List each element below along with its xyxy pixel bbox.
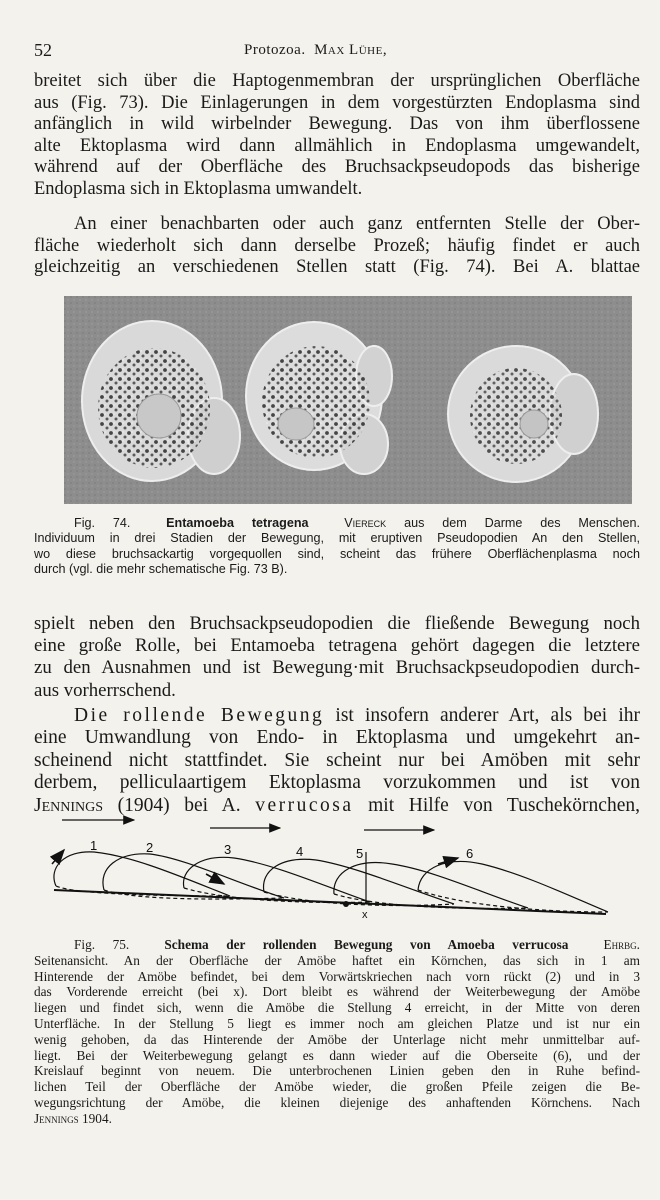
text-line: scheinend nicht stattfindet. Sie scheint nur bei Amöben mit sehr bbox=[34, 749, 640, 771]
caption-line bbox=[34, 937, 640, 953]
figure-title: Entamoeba tetragena bbox=[166, 516, 309, 530]
emphasis-text: verrucosa bbox=[255, 794, 354, 816]
caption-line: Seitenansicht. An der Oberfläche der Amöbe haftet ein Körnchen, das sich in 1 am bbox=[34, 952, 640, 968]
text-line: eine große Rolle, bei Entamoeba tetragena gehört dagegen die letztere bbox=[34, 635, 640, 657]
figure-74-photo bbox=[64, 296, 632, 504]
granule-marker bbox=[343, 901, 349, 907]
caption-line: liegen und findet sich, wenn die Amöbe die Stellung 4 erreicht, in der Mitte von deren bbox=[34, 1000, 640, 1016]
paragraph-2 bbox=[34, 214, 640, 279]
figure-75-diagram bbox=[34, 808, 640, 928]
caption-line: wo diese bruchsackartig vorgequollen sind, scheint das frühere Oberflächenplasma noch bbox=[34, 546, 640, 561]
amoeba-outlines bbox=[54, 852, 608, 912]
direction-arrows bbox=[62, 820, 434, 830]
caption-line: Individuum in drei Stadien der Bewegung, mit eruptiven Pseudopodien An den Stellen, bbox=[34, 531, 640, 546]
caption-line: wegungsrichtung der Amöbe, die kleinen diejenige des anhaftenden Körnchens. Nach bbox=[34, 1094, 640, 1110]
stage-label: 2 bbox=[146, 840, 154, 855]
running-head-author: Max Lühe, bbox=[314, 42, 388, 58]
text-line: breitet sich über die Haptogenmembran der ursprünglichen Oberfläche bbox=[34, 71, 640, 91]
text-line: An einer benachbarten oder auch ganz entfernten Stelle der Ober- bbox=[74, 214, 640, 234]
text-line: gleichzeitig an verschiedenen Stellen statt (Fig. 74). Bei A. blattae bbox=[34, 257, 640, 277]
page-number: 52 bbox=[34, 40, 52, 60]
point-label: x bbox=[362, 909, 368, 921]
body-text: mit Hilfe von Tuschekörnchen, bbox=[353, 794, 640, 816]
paragraph-3 bbox=[34, 613, 640, 702]
paragraph-4 bbox=[34, 705, 640, 817]
text-line: zu den Ausnahmen und ist Bewegung·mit Bruchsackpseudopodien durch- bbox=[34, 657, 640, 679]
granule-arrow bbox=[52, 850, 64, 864]
text-line: derbem, pelliculaartigem Ektoplasma vorzukommen und ist von bbox=[34, 772, 640, 794]
caption-line: Hinterende der Amöbe befindet, bei dem Vorwärtskriechen nach vorn rückt (2) und in 3 bbox=[34, 968, 640, 984]
running-head bbox=[244, 42, 387, 59]
caption-line: lichen Teil der Oberfläche der Amöbe wieder, die großen Pfeile zeigen die Be- bbox=[34, 1079, 640, 1095]
figure-label: Fig. 75. bbox=[74, 937, 130, 952]
caption-line: liegt. Bei der Weiterbewegung gelangt es dann wieder auf die Oberseite (6), und der bbox=[34, 1047, 640, 1063]
caption-line: das Vorderende erreicht (bei x). Dort bleibt es während der Weiterbewegung der Amöbe bbox=[34, 984, 640, 1000]
figure-label: Fig. 74. bbox=[74, 516, 131, 530]
caption-line: Kreislauf beginnt von neuem. Die unterbrochenen Linien geben den in Ruhe befind- bbox=[34, 1063, 640, 1079]
text-line: fläche wiederholt sich dann derselbe Prozeß; häufig findet er auch bbox=[34, 235, 640, 256]
amoeba-outline-2 bbox=[103, 854, 284, 898]
stage-label: 6 bbox=[466, 846, 474, 861]
text-line: aus vorherrschend. bbox=[34, 679, 176, 701]
text-line: eine Umwandlung von Endo- in Ektoplasma und umgekehrt an- bbox=[34, 727, 640, 749]
caption-line: Jennings 1904. bbox=[34, 1110, 112, 1126]
text-line: alte Ektoplasma wird dann allmählich in Endoplasma umgewandelt, bbox=[34, 135, 640, 156]
stage-label: 4 bbox=[296, 844, 304, 859]
figure-author: Ehrbg. bbox=[603, 937, 640, 952]
body-text: ist insofern anderer Art, als bei ihr bbox=[324, 705, 640, 726]
paragraph-1 bbox=[34, 71, 640, 200]
text-line: aus (Fig. 73). Die Einlagerungen in dem vorgestürzten Endoplasma sind bbox=[34, 92, 640, 113]
stage-label: 1 bbox=[90, 838, 98, 853]
text-line: anfänglich in wild wirbelnder Bewegung. Das von ihm überflossene bbox=[34, 114, 640, 134]
running-head-section: Protozoa. bbox=[244, 42, 306, 58]
author-name: Jennings bbox=[34, 794, 104, 816]
figure-75-caption bbox=[34, 937, 640, 1127]
body-text: (1904) bei A. bbox=[103, 794, 256, 816]
text-line: Endoplasma sich in Ektoplasma umwandelt. bbox=[34, 178, 363, 199]
caption-line bbox=[34, 516, 640, 531]
figure-title: Schema der rollenden Bewegung von Amoeba verrucosa bbox=[164, 937, 569, 952]
caption-line: durch (vgl. die mehr schematische Fig. 73 B). bbox=[34, 561, 288, 576]
emphasis-text: Die rollende Bewegung bbox=[74, 705, 325, 726]
text-line: spielt neben den Bruchsackpseudopodien die fließende Bewegung noch bbox=[34, 613, 640, 634]
amoeba-outline-4 bbox=[264, 859, 454, 904]
amoeba-outline-1 bbox=[54, 852, 230, 896]
caption-text: aus dem Darme des Menschen. bbox=[386, 516, 641, 530]
figure-74-caption bbox=[34, 516, 640, 577]
text-line: während auf der Oberfläche des Bruchsackpseudopods das bisherige bbox=[34, 157, 640, 177]
stage-label: 5 bbox=[356, 846, 364, 861]
caption-line: Unterfläche. In der Stellung 5 liegt es immer noch am gleichen Platze und ist nur ein bbox=[34, 1015, 640, 1031]
caption-line: wenig gehoben, da das Hinterende der Amöbe der Unterlage nicht mehr unmittelbar auf- bbox=[34, 1031, 640, 1047]
figure-author: Viereck bbox=[344, 516, 387, 530]
text-line bbox=[34, 705, 640, 727]
stage-label: 3 bbox=[224, 842, 232, 857]
running-header bbox=[34, 40, 634, 62]
